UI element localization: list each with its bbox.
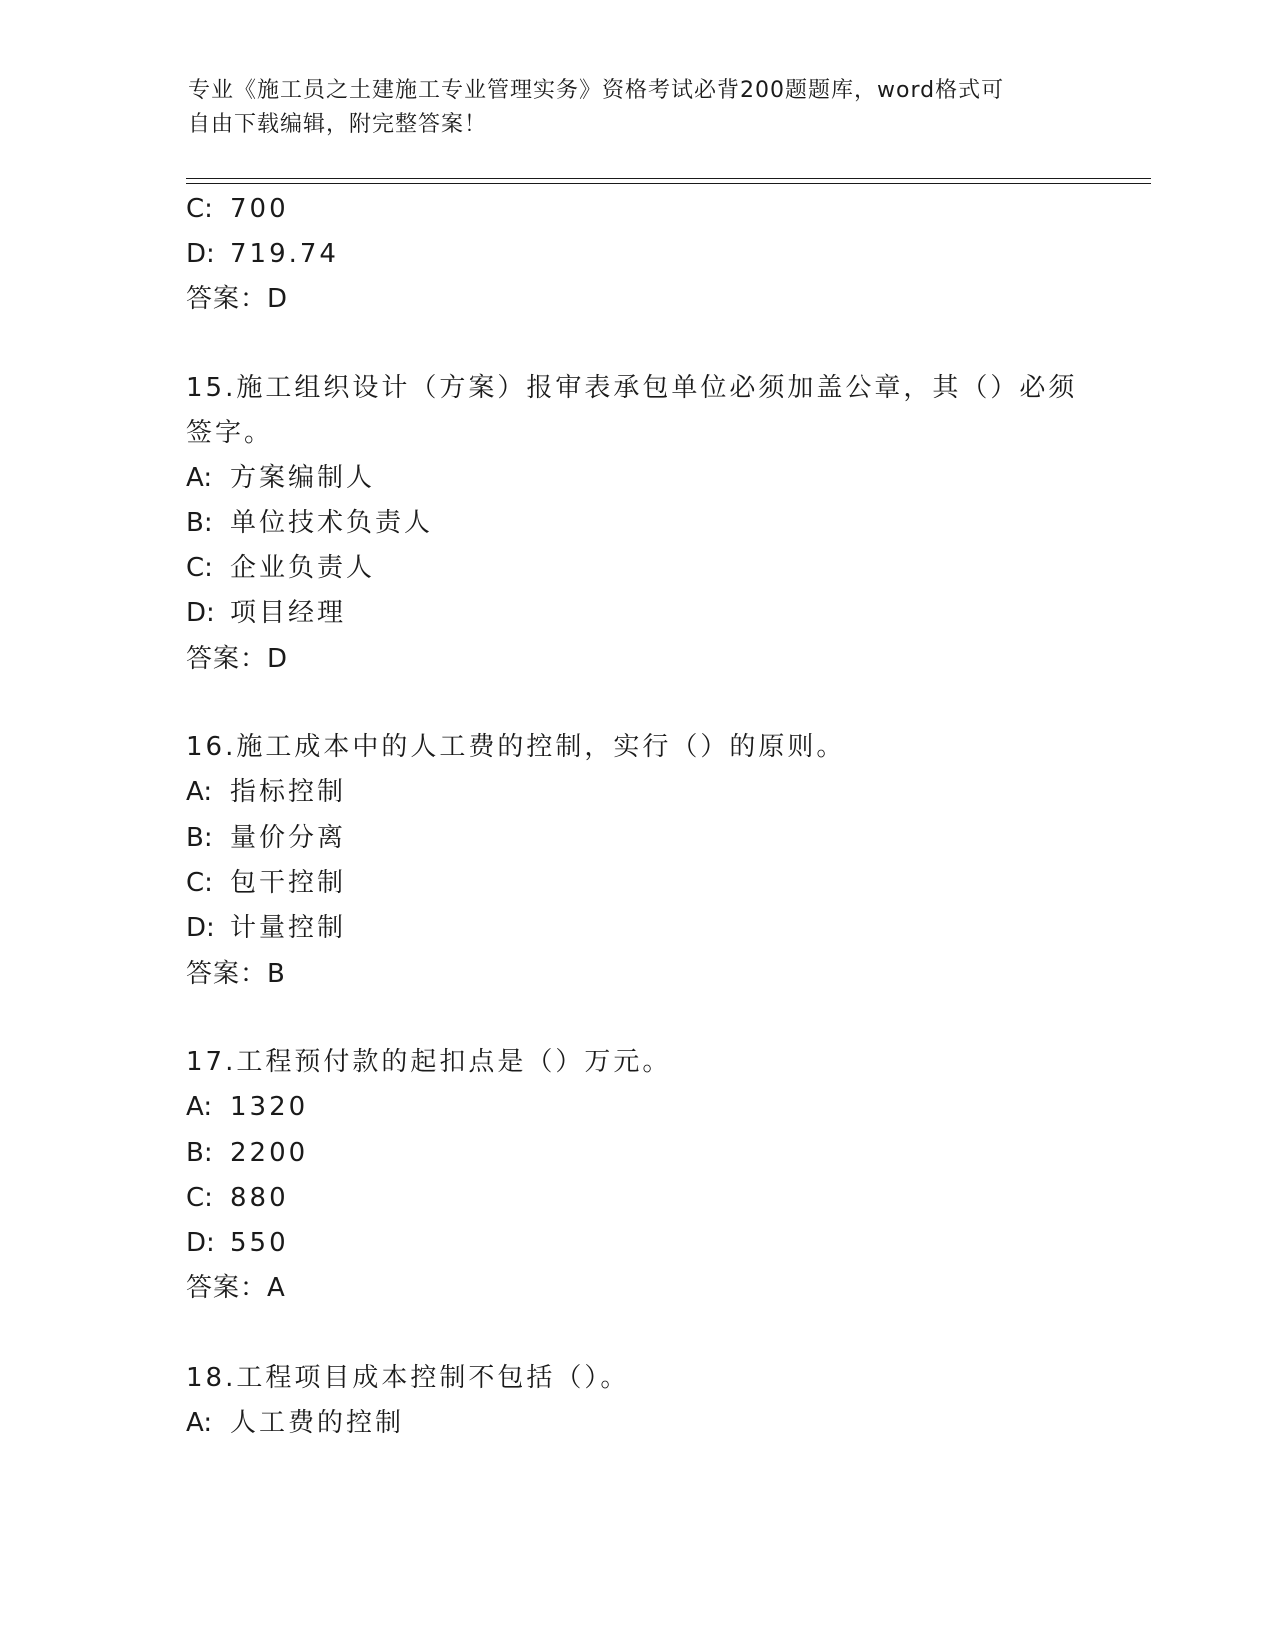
- header-line-1: 专业《施工员之土建施工专业管理实务》资格考试必背200题题库，word格式可: [188, 78, 1005, 103]
- q15-stem-line-2: 签字。: [186, 418, 274, 448]
- q15-answer: 答案：D: [186, 644, 289, 674]
- option-label: B:: [186, 823, 213, 853]
- option-text: 1320: [230, 1092, 309, 1122]
- q16-answer: 答案：B: [186, 959, 286, 989]
- option-label: A:: [186, 1092, 213, 1122]
- option-label: C:: [186, 553, 213, 583]
- option-label: A:: [186, 1408, 213, 1438]
- option-text: 计量控制: [230, 913, 347, 943]
- option-text: 方案编制人: [230, 463, 376, 493]
- q17-stem: 17.工程预付款的起扣点是（）万元。: [186, 1047, 672, 1077]
- option-label: B:: [186, 1138, 213, 1168]
- option-label: C:: [186, 194, 213, 224]
- option-text: 人工费的控制: [230, 1408, 405, 1438]
- option-label: A:: [186, 777, 213, 807]
- option-text: 单位技术负责人: [230, 508, 434, 538]
- option-text: 719.74: [230, 239, 339, 269]
- q16-option-d: [186, 912, 346, 944]
- q16-option-a: [186, 776, 346, 808]
- option-text: 2200: [230, 1138, 309, 1168]
- q16-option-c: [186, 867, 346, 899]
- q18-option-a: [186, 1407, 404, 1439]
- q14-option-c: [186, 193, 289, 225]
- option-label: C:: [186, 1183, 213, 1213]
- q17-option-c: [186, 1182, 289, 1214]
- header-divider-bottom: [186, 183, 1151, 184]
- q14-answer: 答案：D: [186, 284, 289, 314]
- q15-option-d: [186, 597, 346, 629]
- q15-option-b: [186, 507, 433, 539]
- option-text: 700: [230, 194, 289, 224]
- q15-stem-line-1: 15.施工组织设计（方案）报审表承包单位必须加盖公章，其（）必须: [186, 373, 1078, 403]
- q17-option-b: [186, 1137, 308, 1169]
- q18-stem: 18.工程项目成本控制不包括（）。: [186, 1363, 630, 1393]
- option-label: D:: [186, 598, 215, 628]
- option-label: A:: [186, 463, 213, 493]
- option-text: 880: [230, 1183, 289, 1213]
- option-text: 项目经理: [230, 598, 347, 628]
- option-label: B:: [186, 508, 213, 538]
- option-text: 企业负责人: [230, 553, 376, 583]
- q17-option-a: [186, 1091, 308, 1123]
- q16-option-b: [186, 822, 346, 854]
- option-label: D:: [186, 239, 215, 269]
- q15-option-a: [186, 462, 375, 494]
- q14-option-d: [186, 238, 339, 270]
- option-label: D:: [186, 1228, 215, 1258]
- q15-option-c: [186, 552, 375, 584]
- header-divider-top: [186, 178, 1151, 179]
- option-text: 指标控制: [230, 777, 347, 807]
- option-text: 包干控制: [230, 868, 347, 898]
- option-label: D:: [186, 913, 215, 943]
- option-text: 550: [230, 1228, 289, 1258]
- option-label: C:: [186, 868, 213, 898]
- q17-answer: 答案：A: [186, 1273, 286, 1303]
- q16-stem: 16.施工成本中的人工费的控制，实行（）的原则。: [186, 732, 846, 762]
- header-line-2: 自由下载编辑，附完整答案！: [188, 112, 488, 137]
- option-text: 量价分离: [230, 823, 347, 853]
- document-header: [188, 74, 1068, 142]
- q17-option-d: [186, 1227, 289, 1259]
